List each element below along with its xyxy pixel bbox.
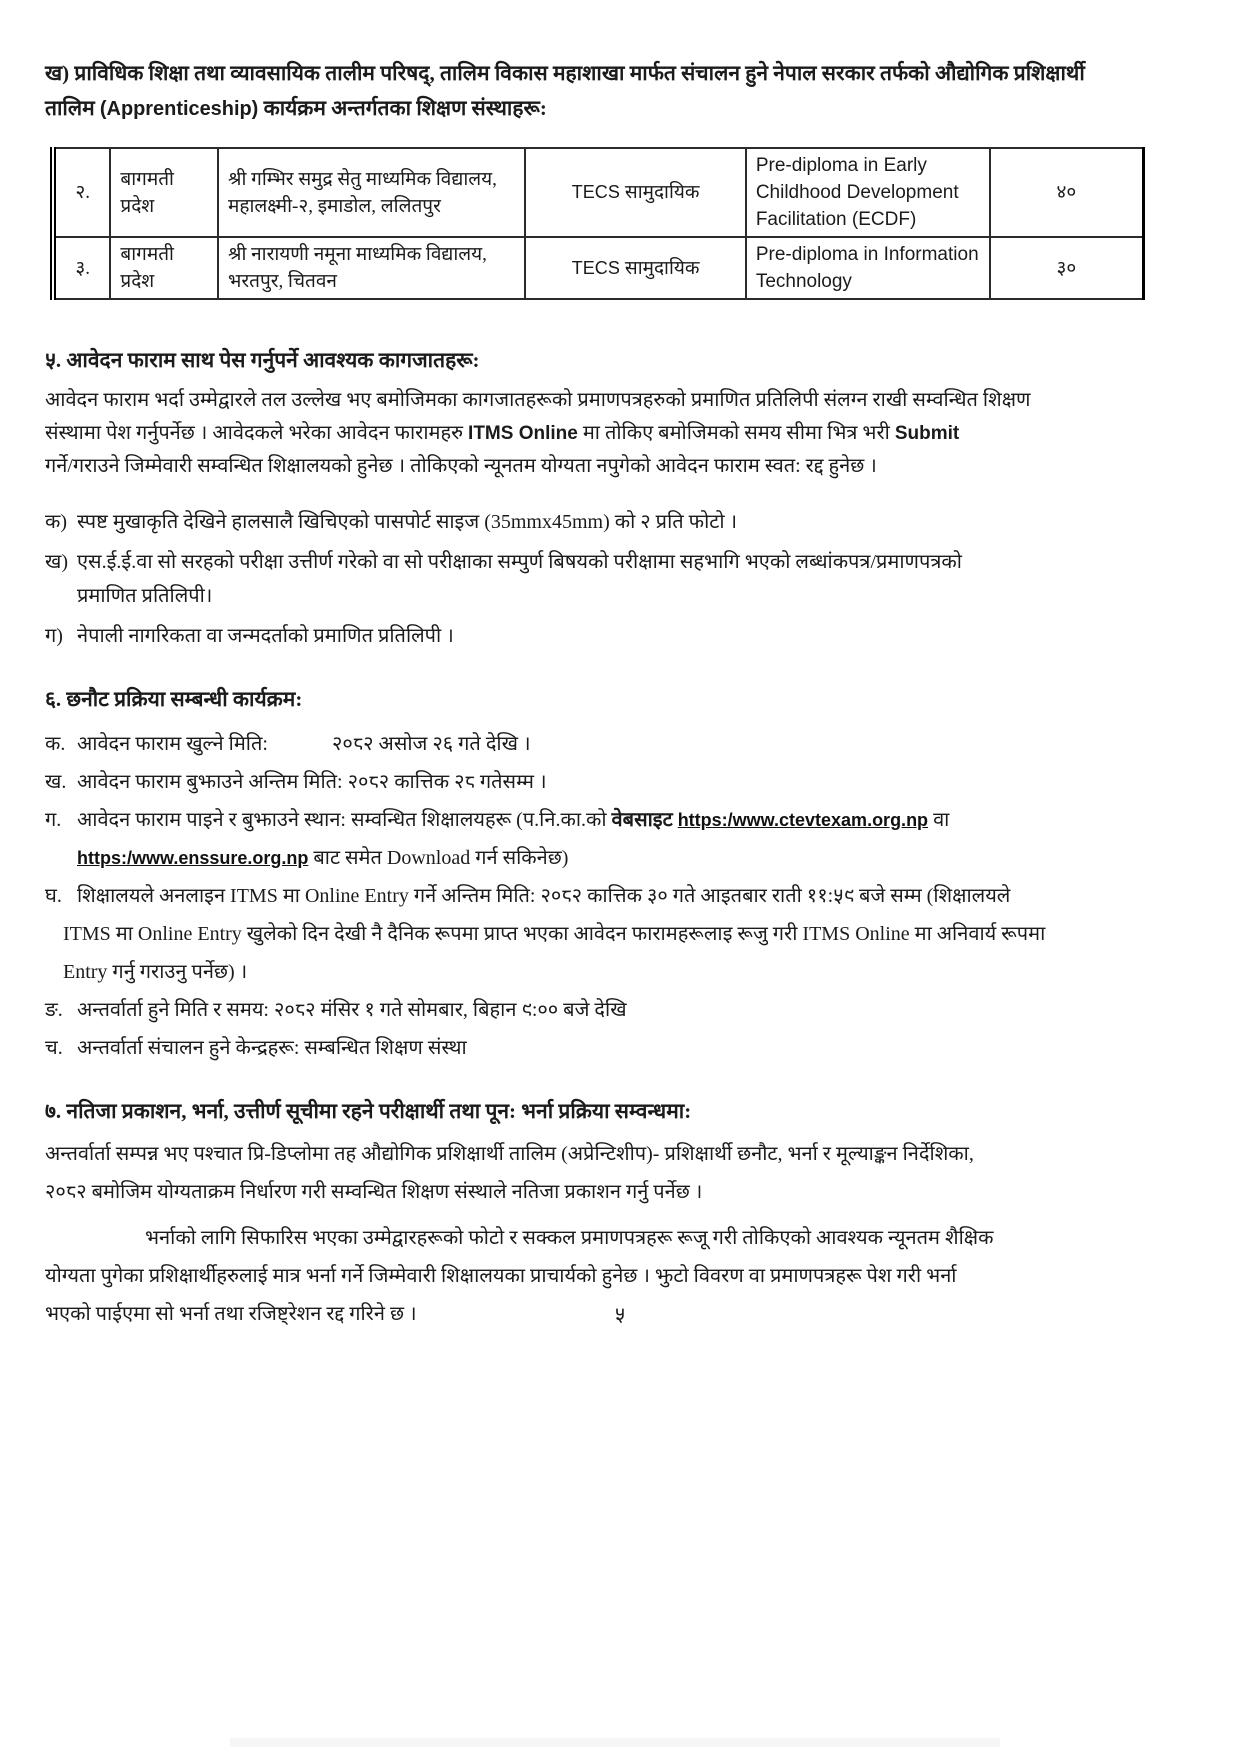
paragraph-line: भएको पाईएमा सो भर्ना तथा रजिष्ट्रेशन रद्द गरिने छ । <box>45 1303 417 1325</box>
cell-program: Pre-diploma in Early Childhood Development Facilitation (ECDF) <box>746 148 990 237</box>
required-doc-item-ga <box>45 619 1195 653</box>
submit-label: Submit <box>894 423 960 444</box>
cell-province: बागमती प्रदेश <box>110 148 218 237</box>
schedule-item-cha <box>45 1029 1195 1067</box>
item-text-segment: वा <box>928 809 950 831</box>
item-text-segment: आवेदन फाराम पाइने र बुझाउने स्थान: सम्वन्धित शिक्षालयहरू (प.नि.का.को <box>77 809 612 831</box>
paragraph-line: अन्तर्वार्ता सम्पन्न भए पश्चात प्रि-डिप्लोमा तह औद्योगिक प्रशिक्षार्थी तालिम (अप्रेन्टिशीप)- प्रशिक्षार्थी छनौट, भर्ना र मूल्याङ्कन निर्देशिका, <box>45 1143 974 1165</box>
required-documents-list <box>45 505 1195 653</box>
section-6-heading: ६. छनौट प्रक्रिया सम्बन्धी कार्यक्रम: <box>45 687 303 711</box>
ctevtexam-link[interactable]: https:/www.ctevtexam.org.np <box>677 810 929 830</box>
paragraph-text-segment: संस्थामा पेश गर्नुपर्नेछ । आवेदकले भरेका आवेदन फारामहरु <box>45 422 469 444</box>
heading-line-1: ख) प्राविधिक शिक्षा तथा व्यावसायिक तालीम परिषद्, तालिम विकास महाशाखा मार्फत संचालन हुने नेपाल सरकार तर्फको औद्योगिक प्रशिक्षार्थी <box>45 61 1085 85</box>
paragraph-line: गर्ने/गराउने जिम्मेवारी सम्वन्धित शिक्षालयको हुनेछ । तोकिएको न्यूनतम योग्यता नपुगेको आवेदन फाराम स्वत: रद्द हुनेछ । <box>45 455 877 477</box>
item-text: अन्तर्वार्ता संचालन हुने केन्द्रहरू: सम्बन्धित शिक्षण संस्था <box>77 1037 467 1059</box>
item-text: एस.ई.ई.वा सो सरहको परीक्षा उत्तीर्ण गरेको वा सो परीक्षाका सम्पुर्ण बिषयको परीक्षामा सहभागि भएको लब्धांकपत्र/प्रमाणपत्रको <box>77 551 962 573</box>
item-text <box>77 801 1195 839</box>
item-text: स्पष्ट मुखाकृति देखिने हालसालै खिचिएको पासपोर्ट साइज (35mmx45mm) को २ प्रति फोटो । <box>77 511 738 533</box>
type-devanagari: सामुदायिक <box>624 182 700 203</box>
item-text-segment: बाट समेत Download गर्न सकिनेछ) <box>308 847 569 869</box>
section-5-heading: ५. आवेदन फाराम साथ पेस गर्नुपर्ने आवश्यक कागजातहरू: <box>45 348 480 372</box>
schedule-item-gha-continued: ITMS मा Online Entry खुलेको दिन देखी नै दैनिक रूपमा प्राप्त भएका आवेदन फारामहरूलाइ रूजु गरी ITMS Online मा अनिवार्य रूपमा <box>63 923 1046 945</box>
item-label: ङ. <box>45 999 63 1021</box>
website-label: वेबसाइट <box>611 809 673 831</box>
apprenticeship-label: (Apprenticeship) <box>99 98 259 120</box>
cell-serial: ३. <box>53 237 110 299</box>
table-row <box>53 237 1144 299</box>
paragraph-line: योग्यता पुगेका प्रशिक्षार्थीहरुलाई मात्र भर्ना गर्ने जिम्मेवारी शिक्षालयका प्राचार्यको हुनेछ । झुटो विवरण वा प्रमाणपत्रहरू पेश गरी भर्ना <box>45 1265 957 1287</box>
paragraph-text-segment: मा तोकिए बमोजिमको समय सीमा भित्र भरी <box>577 422 895 444</box>
section-b-heading <box>45 56 1195 127</box>
cell-program: Pre-diploma in Information Technology <box>746 237 990 299</box>
type-latin: TECS <box>571 257 620 278</box>
paragraph-line <box>45 417 1195 450</box>
page-number: ५ <box>614 1304 626 1326</box>
selection-process-list <box>45 725 1195 1067</box>
cell-seats: ३० <box>990 237 1144 299</box>
paragraph-line: भर्नाको लागि सिफारिस भएका उम्मेद्वारहरूको फोटो र सक्कल प्रमाणपत्रहरू रूजू गरी तोकिएको आवश्यक न्यूनतम शैक्षिक <box>145 1227 994 1249</box>
item-text <box>77 725 1195 763</box>
item-label: घ. <box>45 885 62 907</box>
item-date-value: २०८२ असोज २६ गते देखि । <box>331 733 531 755</box>
schedule-item-gha <box>45 877 1195 915</box>
type-devanagari: सामुदायिक <box>624 257 700 279</box>
schedule-item-ga-continued <box>45 839 1195 877</box>
item-label: ख) <box>45 551 69 573</box>
required-doc-item-kha-continued: प्रमाणित प्रतिलिपी। <box>77 585 213 607</box>
item-text: शिक्षालयले अनलाइन ITMS मा Online Entry गर्ने अन्तिम मिति: २०८२ कात्तिक ३० गते आइतबार राती ११:५९ बजे सम्म (शिक्षालयले <box>77 885 1011 907</box>
section-5-paragraph <box>45 384 1195 483</box>
cell-type <box>525 148 745 237</box>
enssure-link[interactable]: https:/www.enssure.org.np <box>77 848 309 868</box>
item-text: आवेदन फाराम बुझाउने अन्तिम मिति: २०८२ कात्तिक २८ गतेसम्म । <box>77 771 547 793</box>
item-label: ग) <box>45 625 63 647</box>
cell-school: श्री गम्भिर समुद्र सेतु माध्यमिक विद्यालय, महालक्ष्मी-२, इमाडोल, ललितपुर <box>218 148 525 237</box>
cell-province: बागमती प्रदेश <box>110 237 218 299</box>
schedule-item-nga <box>45 991 1195 1029</box>
item-text-segment: आवेदन फाराम खुल्ने मिति: <box>77 733 268 755</box>
item-text: अन्तर्वार्ता हुने मिति र समय: २०८२ मंसिर १ गते सोमबार, बिहान ९:०० बजे देखि <box>77 999 627 1021</box>
section-7-paragraph-1 <box>45 1135 1195 1211</box>
cell-type <box>525 237 745 299</box>
item-text: नेपाली नागरिकता वा जन्मदर्ताको प्रमाणित प्रतिलिपी । <box>77 625 454 647</box>
schedule-item-ka <box>45 725 1195 763</box>
heading-text-segment: तालिम <box>45 96 100 120</box>
required-doc-item-kha <box>45 545 1195 579</box>
cell-seats: ४० <box>990 148 1144 237</box>
itms-online-label: ITMS Online <box>468 423 578 444</box>
section-7-heading: ७. नतिजा प्रकाशन, भर्ना, उत्तीर्ण सूचीमा रहने परीक्षार्थी तथा पून: भर्ना प्रक्रिया सम्वन्धमा: <box>45 1099 692 1123</box>
item-label: च. <box>45 1037 63 1059</box>
schedule-item-ga <box>45 801 1195 839</box>
heading-line-2 <box>45 91 1195 127</box>
item-label: क. <box>45 733 66 755</box>
required-doc-item-ka <box>45 505 1195 539</box>
paragraph-line: २०८२ बमोजिम योग्यताक्रम निर्धारण गरी सम्वन्धित शिक्षण संस्थाले नतिजा प्रकाशन गर्नु पर्नेछ । <box>45 1181 703 1203</box>
table-row <box>53 148 1144 237</box>
scan-artifact <box>230 1738 1000 1747</box>
item-label: ग. <box>45 809 62 831</box>
item-label: क) <box>45 511 68 533</box>
cell-school: श्री नारायणी नमूना माध्यमिक विद्यालय, भरतपुर, चितवन <box>218 237 525 299</box>
item-label: ख. <box>45 771 67 793</box>
schedule-item-kha <box>45 763 1195 801</box>
schedule-item-gha-continued: Entry गर्नु गराउनु पर्नेछ) । <box>63 961 248 983</box>
heading-text-segment: कार्यक्रम अन्तर्गतका शिक्षण संस्थाहरू: <box>258 96 547 120</box>
cell-serial: २. <box>53 148 110 237</box>
type-latin: TECS <box>571 182 620 202</box>
paragraph-line: आवेदन फाराम भर्दा उम्मेद्वारले तल उल्लेख भए बमोजिमका कागजातहरूको प्रमाणपत्रहरुको प्रमाणित प्रतिलिपी संलग्न राखी सम्वन्धित शिक्षण <box>45 389 1031 411</box>
institutions-table <box>50 147 1145 300</box>
